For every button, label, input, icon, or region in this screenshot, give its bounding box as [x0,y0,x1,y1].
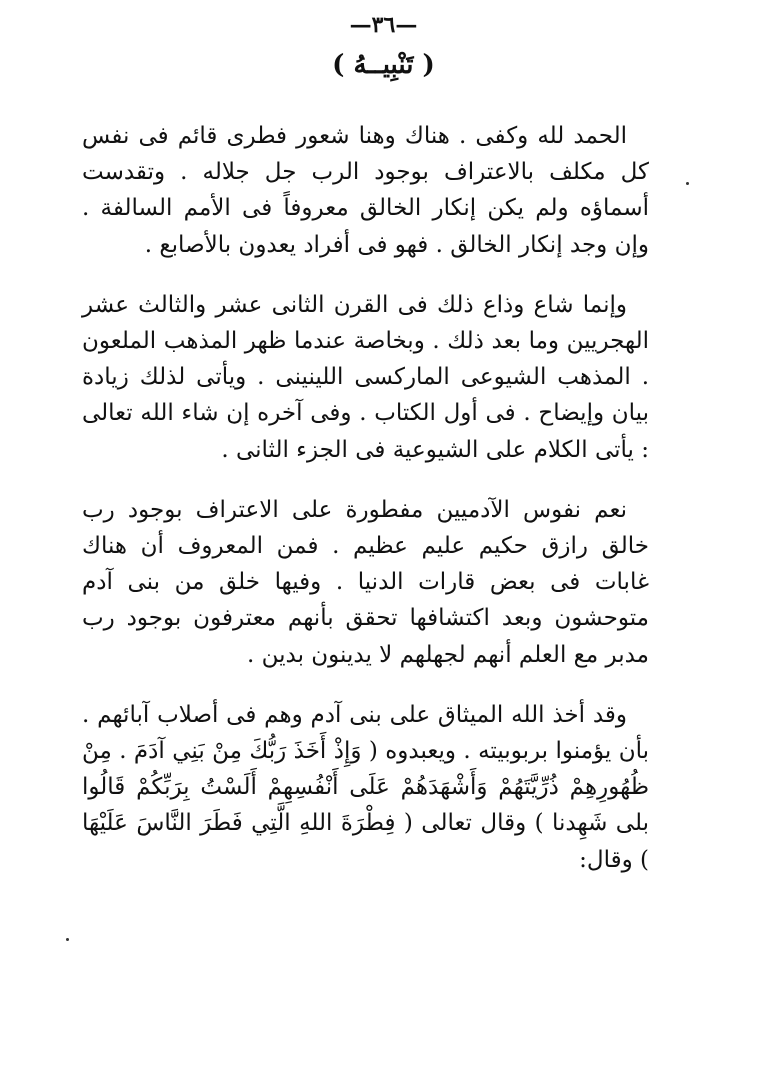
paragraph-1: الحمد لله وكفى . هناك وهنا شعور فطرى قائم فى نفس كل مكلف بالاعتراف بوجود الرب جل جلاله . وتقدست أسماؤه ولم يكن إنكار الخالق معروفاً فى الأمم السالفة . وإن وجد إنكار الخالق . فهو فى أفراد يعدون بالأصابع . [82,123,649,258]
speck-mark [686,182,689,185]
speck-mark [66,938,69,941]
paragraph-2: وإنما شاع وذاع ذلك فى القرن الثانى عشر والثالث عشر الهجريين وما بعد ذلك . وبخاصة عندما ظهر المذهب الملعون . المذهب الشيوعى الماركسى اللينينى . ويأتى لذلك زيادة بيان وإيضاح . فى أول الكتاب . وفى آخره إن شاء الله تعالى : يأتى الكلام على الشيوعية فى الجزء الثانى . [82,291,649,463]
section-heading: ( تَنْبِيــهُ ) [332,50,435,80]
paragraph-4: وقد أخذ الله الميثاق على بنى آدم وهم فى أصلاب آبائهم . بأن يؤمنوا بربوبيته . ويعبدوه ( وَإِذْ أَخَذَ رَبُّكَ مِنْ بَنِي آدَمَ . مِنْ ظُهُورِهِمْ ذُرِّيَّتَهُمْ وَأَشْهَدَهُمْ عَلَى أَنْفُسِهِمْ أَلَسْتُ بِرَبِّكُمْ قَالُوا بلى شَهِدنا ) وقال تعالى ( فِطْرَةَ اللهِ الَّتِي فَطَرَ النَّاسَ عَلَيْهَا ) وقال: [82,701,649,873]
paragraph-3: نعم نفوس الآدميين مفطورة على الاعتراف بوجود رب خالق رازق حكيم عليم عظيم . فمن المعروف أن هناك غابات فى بعض قارات الدنيا . وفيها خلق من بنى آدم متوحشون وبعد اكتشافها تحقق بأنهم معترفون بوجود رب مدبر مع العلم أنهم لجهلهم لا يدينون بدين . [82,496,649,668]
page-number: —٣٦— [349,12,418,38]
document-body [82,118,649,902]
